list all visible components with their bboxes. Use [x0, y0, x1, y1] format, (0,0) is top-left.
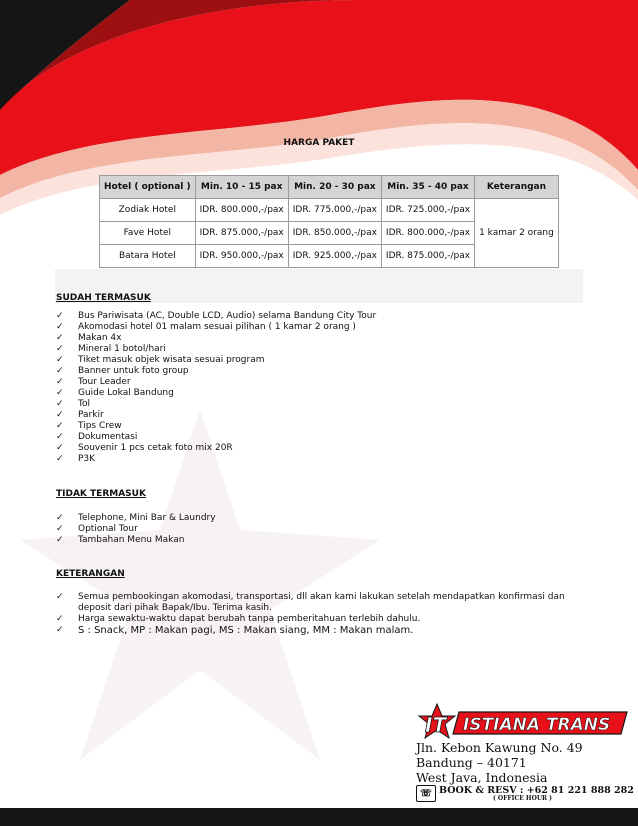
price-table	[99, 175, 559, 268]
header-keterangan: Keterangan	[475, 176, 559, 199]
logo-mark: IT	[425, 713, 447, 737]
included-list	[56, 311, 376, 465]
check-icon: ✓	[56, 513, 64, 523]
check-icon: ✓	[56, 322, 64, 332]
included-item	[56, 399, 376, 410]
company-logo	[415, 702, 630, 742]
price-cell: IDR. 875.000,-/pax	[195, 222, 288, 245]
included-item	[56, 454, 376, 465]
address-line: Jln. Kebon Kawung No. 49	[416, 740, 583, 755]
notes-heading: KETERANGAN	[56, 569, 125, 579]
included-item	[56, 322, 376, 333]
check-icon: ✓	[56, 535, 64, 545]
office-hour: ( OFFICE HOUR )	[493, 795, 552, 802]
included-heading: SUDAH TERMASUK	[56, 293, 151, 303]
check-icon: ✓	[56, 421, 64, 431]
note-item	[56, 614, 586, 625]
check-icon: ✓	[56, 592, 64, 602]
logo-text: ISTIANA TRANS	[463, 715, 611, 735]
check-icon: ✓	[56, 366, 64, 376]
price-cell: IDR. 725.000,-/pax	[381, 199, 474, 222]
list-item-text: Tambahan Menu Makan	[78, 535, 185, 545]
list-item-text: Tiket masuk objek wisata sesuai program	[78, 355, 265, 365]
included-item	[56, 333, 376, 344]
list-item-text: S : Snack, MP : Makan pagi, MS : Makan siang, MM : Makan malam.	[78, 625, 414, 636]
address-line: West Java, Indonesia	[416, 770, 548, 785]
included-item	[56, 344, 376, 355]
included-item	[56, 355, 376, 366]
note-item	[56, 625, 586, 637]
included-item	[56, 366, 376, 377]
list-item-text: Telephone, Mini Bar & Laundry	[78, 513, 216, 523]
price-cell: IDR. 850.000,-/pax	[288, 222, 381, 245]
check-icon: ✓	[56, 443, 64, 453]
check-icon: ✓	[56, 388, 64, 398]
included-item	[56, 421, 376, 432]
check-icon: ✓	[56, 344, 64, 354]
price-cell: IDR. 925.000,-/pax	[288, 245, 381, 268]
hotel-name: Zodiak Hotel	[100, 199, 196, 222]
price-cell: IDR. 875.000,-/pax	[381, 245, 474, 268]
list-item-text: Akomodasi hotel 01 malam sesuai pilihan ( 1 kamar 2 orang )	[78, 322, 356, 332]
page-title: HARGA PAKET	[283, 138, 355, 148]
hotel-name: Fave Hotel	[100, 222, 196, 245]
list-item-text: Bus Pariwisata (AC, Double LCD, Audio) selama Bandung City Tour	[78, 311, 377, 321]
check-icon: ✓	[56, 524, 64, 534]
header-min-10-15: Min. 10 - 15 pax	[195, 176, 288, 199]
list-item-text: Semua pembookingan akomodasi, transportasi, dll akan kami lakukan setelah mendapatkan konfirmasi dan deposit dari pihak Bapak/Ibu. Terima kasih.	[78, 592, 565, 613]
booking-label: BOOK & RESV : +62 81 221 888 282	[439, 785, 634, 796]
included-item	[56, 432, 376, 443]
list-item-text: Harga sewaktu-waktu dapat berubah tanpa pemberitahuan terlebih dahulu.	[78, 614, 421, 624]
hotel-name: Batara Hotel	[100, 245, 196, 268]
notes-list	[56, 592, 586, 637]
check-icon: ✓	[56, 399, 64, 409]
list-item-text: Mineral 1 botol/hari	[78, 344, 166, 354]
company-address	[416, 740, 583, 785]
list-item-text: Parkir	[78, 410, 104, 420]
excluded-item	[56, 535, 216, 546]
header-min-20-30: Min. 20 - 30 pax	[288, 176, 381, 199]
included-item	[56, 443, 376, 454]
address-line: Bandung – 40171	[416, 755, 527, 770]
check-icon: ✓	[56, 625, 64, 635]
header-min-35-40: Min. 35 - 40 pax	[381, 176, 474, 199]
list-item-text: P3K	[78, 454, 96, 464]
check-icon: ✓	[56, 454, 64, 464]
excluded-item	[56, 524, 216, 535]
check-icon: ✓	[56, 432, 64, 442]
note-item	[56, 592, 586, 614]
header-hotel: Hotel ( optional )	[100, 176, 196, 199]
check-icon: ✓	[56, 333, 64, 343]
included-item	[56, 410, 376, 421]
note-cell: 1 kamar 2 orang	[475, 199, 559, 268]
excluded-heading: TIDAK TERMASUK	[56, 489, 146, 499]
included-item	[56, 377, 376, 388]
price-cell: IDR. 800.000,-/pax	[195, 199, 288, 222]
table-header-row	[100, 176, 559, 199]
list-item-text: Dokumentasi	[78, 432, 138, 442]
check-icon: ✓	[56, 614, 64, 624]
price-cell: IDR. 950.000,-/pax	[195, 245, 288, 268]
excluded-list	[56, 513, 216, 546]
booking-info	[416, 785, 634, 802]
list-item-text: Tips Crew	[78, 421, 122, 431]
price-cell: IDR. 800.000,-/pax	[381, 222, 474, 245]
price-cell: IDR. 775.000,-/pax	[288, 199, 381, 222]
check-icon: ✓	[56, 355, 64, 365]
included-item	[56, 311, 376, 322]
included-item	[56, 388, 376, 399]
list-item-text: Guide Lokal Bandung	[78, 388, 174, 398]
check-icon: ✓	[56, 410, 64, 420]
list-item-text: Tour Leader	[78, 377, 131, 387]
check-icon: ✓	[56, 377, 64, 387]
excluded-item	[56, 513, 216, 524]
check-icon: ✓	[56, 311, 64, 321]
phone-icon: ☏	[416, 785, 436, 802]
list-item-text: Tol	[78, 399, 90, 409]
list-item-text: Souvenir 1 pcs cetak foto mix 20R	[78, 443, 233, 453]
list-item-text: Banner untuk foto group	[78, 366, 189, 376]
footer-bar	[0, 808, 638, 826]
list-item-text: Optional Tour	[78, 524, 138, 534]
table-row	[100, 199, 559, 222]
list-item-text: Makan 4x	[78, 333, 122, 343]
